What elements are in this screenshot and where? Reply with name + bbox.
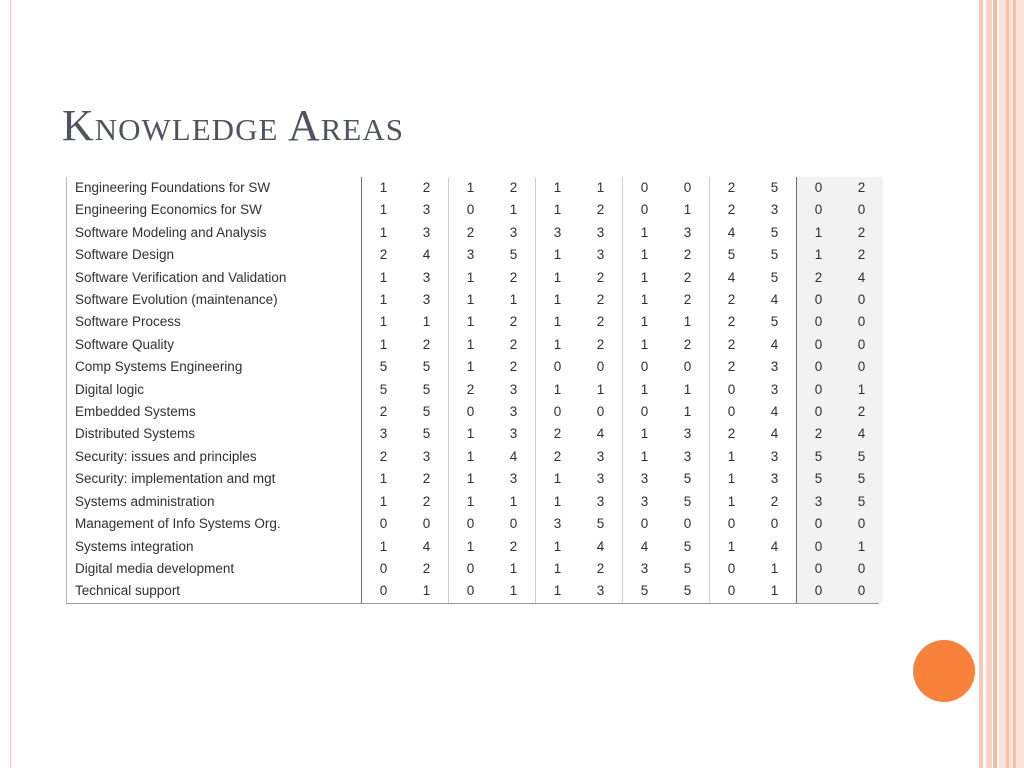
table-cell-value: 1 (666, 401, 710, 423)
table-cell-value: 5 (797, 446, 841, 468)
table-cell-value: 2 (492, 177, 536, 199)
table-cell-value: 0 (666, 356, 710, 378)
table-cell-value: 4 (753, 401, 797, 423)
table-row (67, 267, 883, 289)
table-cell-value: 1 (492, 491, 536, 513)
table-cell-value: 4 (492, 446, 536, 468)
table-row (67, 244, 883, 266)
table-cell-value: 0 (840, 513, 883, 535)
table-cell-value: 5 (840, 491, 883, 513)
table-cell-value: 3 (640, 493, 649, 509)
table-cell-value: 1 (553, 269, 562, 285)
table-cell-value: 5 (666, 536, 710, 558)
knowledge-area-name: Digital media development (67, 558, 362, 580)
table-cell-value: 3 (405, 289, 449, 311)
table-cell-value: 0 (840, 356, 883, 378)
table-row (67, 379, 883, 401)
table-cell-value: 2 (666, 289, 710, 311)
table-cell-value: 3 (466, 247, 475, 263)
table-row (67, 311, 883, 333)
table-cell-value: 5 (640, 583, 649, 599)
table-cell-value: 4 (579, 423, 623, 445)
table-cell-value: 1 (640, 336, 649, 352)
table-cell-value: 2 (553, 426, 562, 442)
right-stripe-band (999, 0, 1024, 768)
table-cell-value: 0 (640, 404, 649, 420)
knowledge-area-name: Software Quality (67, 334, 362, 356)
right-stripe-4 (1006, 0, 1009, 768)
table-cell-value: 4 (753, 334, 797, 356)
right-stripe-1 (979, 0, 983, 768)
table-cell-value: 3 (405, 267, 449, 289)
table-cell-value: 0 (466, 560, 475, 576)
table-cell-value: 4 (753, 423, 797, 445)
table-cell-value: 2 (379, 404, 388, 420)
knowledge-area-name: Software Design (67, 244, 362, 266)
table-cell-value: 1 (466, 493, 475, 509)
table-cell-value: 1 (840, 379, 883, 401)
table-cell-value: 3 (553, 224, 562, 240)
table-cell-value: 2 (797, 423, 841, 445)
table-cell-value: 1 (553, 493, 562, 509)
table-cell-value: 1 (640, 314, 649, 330)
table-cell-value: 0 (727, 583, 736, 599)
table-cell-value: 0 (797, 536, 841, 558)
table-cell-value: 1 (579, 177, 623, 199)
table-cell-value: 2 (753, 491, 797, 513)
table-cell-value: 1 (379, 314, 388, 330)
table-cell-value: 3 (753, 199, 797, 221)
table-cell-value: 2 (727, 292, 736, 308)
table-cell-value: 3 (666, 423, 710, 445)
table-row (67, 356, 883, 378)
table-cell-value: 3 (405, 446, 449, 468)
table-cell-value: 5 (492, 244, 536, 266)
table-cell-value: 2 (727, 359, 736, 375)
table-cell-value: 0 (797, 311, 841, 333)
table-cell-value: 1 (553, 180, 562, 195)
table-cell-value: 1 (666, 379, 710, 401)
table-cell-value: 2 (492, 311, 536, 333)
table-cell-value: 0 (840, 558, 883, 580)
table-cell-value: 4 (640, 538, 649, 554)
table-cell-value: 0 (466, 404, 475, 420)
table-cell-value: 2 (840, 244, 883, 266)
knowledge-area-name: Embedded Systems (67, 401, 362, 423)
table-cell-value: 1 (492, 289, 536, 311)
table-cell-value: 3 (405, 199, 449, 221)
table-cell-value: 5 (753, 311, 797, 333)
table-row (67, 401, 883, 423)
table-row (67, 199, 883, 221)
table-cell-value: 3 (579, 468, 623, 490)
table-cell-value: 2 (405, 334, 449, 356)
table-cell-value: 1 (379, 180, 388, 195)
table-cell-value: 2 (797, 267, 841, 289)
table-cell-value: 2 (666, 267, 710, 289)
table-cell-value: 0 (492, 513, 536, 535)
table-cell-value: 5 (753, 222, 797, 244)
table-cell-value: 2 (492, 536, 536, 558)
table-cell-value: 5 (840, 446, 883, 468)
table-cell-value: 1 (640, 247, 649, 263)
knowledge-area-name: Comp Systems Engineering (67, 356, 362, 378)
table-cell-value: 2 (405, 468, 449, 490)
table-cell-value: 1 (379, 471, 388, 487)
table-cell-value: 0 (797, 379, 841, 401)
table-cell-value: 0 (797, 558, 841, 580)
table-cell-value: 1 (553, 247, 562, 263)
table-row (67, 289, 883, 311)
table-cell-value: 3 (579, 491, 623, 513)
table-row (67, 513, 883, 535)
table-cell-value: 3 (405, 222, 449, 244)
table-row (67, 491, 883, 513)
table-cell-value: 4 (405, 244, 449, 266)
table-cell-value: 3 (666, 446, 710, 468)
table-cell-value: 1 (640, 426, 649, 442)
knowledge-area-name: Software Process (67, 311, 362, 333)
table-cell-value: 2 (553, 448, 562, 464)
table-row (67, 446, 883, 468)
table-cell-value: 2 (727, 426, 736, 442)
table-cell-value: 0 (579, 401, 623, 423)
table-cell-value: 1 (579, 379, 623, 401)
table-cell-value: 0 (797, 580, 841, 602)
table-cell-value: 5 (727, 247, 736, 263)
table-cell-value: 2 (840, 177, 883, 199)
table-cell-value: 2 (492, 334, 536, 356)
table-cell-value: 2 (579, 558, 623, 580)
table-cell-value: 1 (466, 471, 475, 487)
table-cell-value: 1 (553, 560, 562, 576)
table-cell-value: 1 (666, 199, 710, 221)
knowledge-areas-table (67, 177, 884, 603)
table-cell-value: 2 (727, 336, 736, 352)
table-cell-value: 2 (579, 311, 623, 333)
table-cell-value: 5 (405, 401, 449, 423)
table-cell-value: 1 (553, 538, 562, 554)
table-cell-value: 0 (727, 516, 736, 532)
table-cell-value: 1 (666, 311, 710, 333)
table-cell-value: 0 (727, 381, 736, 397)
table-cell-value: 0 (840, 580, 883, 602)
table-cell-value: 0 (797, 356, 841, 378)
table-cell-value: 1 (553, 381, 562, 397)
table-cell-value: 1 (466, 359, 475, 375)
table-cell-value: 3 (753, 356, 797, 378)
table-cell-value: 2 (405, 558, 449, 580)
table-cell-value: 5 (579, 513, 623, 535)
table-cell-value: 4 (753, 536, 797, 558)
table-cell-value: 0 (640, 516, 649, 532)
table-cell-value: 1 (640, 224, 649, 240)
table-cell-value: 3 (666, 222, 710, 244)
table-cell-value: 2 (727, 202, 736, 218)
table-cell-value: 5 (379, 381, 388, 397)
table-cell-value: 3 (492, 222, 536, 244)
table-cell-value: 1 (553, 583, 562, 599)
table-cell-value: 0 (466, 583, 475, 599)
table-cell-value: 1 (379, 538, 388, 554)
table-cell-value: 3 (753, 446, 797, 468)
table-row (67, 423, 883, 445)
table-cell-value: 2 (405, 491, 449, 513)
table-cell-value: 0 (797, 513, 841, 535)
table-cell-value: 0 (840, 334, 883, 356)
table-cell-value: 1 (553, 292, 562, 308)
table-cell-value: 0 (666, 513, 710, 535)
table-cell-value: 3 (492, 401, 536, 423)
table-cell-value: 2 (379, 247, 388, 263)
table-cell-value: 0 (797, 177, 841, 199)
table-cell-value: 2 (492, 356, 536, 378)
table-cell-value: 1 (553, 471, 562, 487)
table-cell-value: 1 (797, 244, 841, 266)
knowledge-area-name: Engineering Economics for SW (67, 199, 362, 221)
table-row (67, 334, 883, 356)
table-cell-value: 0 (797, 289, 841, 311)
knowledge-area-name: Digital logic (67, 379, 362, 401)
table-cell-value: 0 (840, 199, 883, 221)
table-cell-value: 0 (553, 359, 562, 375)
table-cell-value: 2 (492, 267, 536, 289)
table-cell-value: 0 (379, 560, 388, 576)
table-cell-value: 4 (753, 289, 797, 311)
orange-circle-decoration (913, 640, 975, 702)
table-cell-value: 5 (840, 468, 883, 490)
table-cell-value: 0 (840, 289, 883, 311)
table-cell-value: 1 (466, 448, 475, 464)
table-cell-value: 2 (405, 177, 449, 199)
table-cell-value: 1 (466, 314, 475, 330)
table-row (67, 177, 883, 199)
table-cell-value: 2 (466, 381, 475, 397)
table-cell-value: 0 (727, 560, 736, 576)
table-cell-value: 0 (405, 513, 449, 535)
knowledge-area-name: Security: issues and principles (67, 446, 362, 468)
table-cell-value: 2 (840, 401, 883, 423)
table-cell-value: 0 (797, 199, 841, 221)
table-cell-value: 5 (753, 267, 797, 289)
table-cell-value: 1 (466, 538, 475, 554)
table-cell-value: 1 (727, 493, 736, 509)
table-cell-value: 0 (640, 202, 649, 218)
table-cell-value: 1 (405, 311, 449, 333)
table-cell-value: 1 (640, 448, 649, 464)
knowledge-area-name: Engineering Foundations for SW (67, 177, 362, 199)
table-cell-value: 1 (466, 292, 475, 308)
knowledge-area-name: Software Modeling and Analysis (67, 222, 362, 244)
table-cell-value: 1 (379, 336, 388, 352)
table-cell-value: 1 (379, 202, 388, 218)
table-cell-value: 3 (579, 580, 623, 602)
table-cell-value: 1 (492, 580, 536, 602)
table-cell-value: 2 (579, 334, 623, 356)
table-cell-value: 5 (797, 468, 841, 490)
table-cell-value: 1 (840, 536, 883, 558)
table-cell-value: 0 (466, 516, 475, 532)
table-cell-value: 5 (666, 558, 710, 580)
table-row (67, 580, 883, 602)
table-cell-value: 1 (379, 269, 388, 285)
table-cell-value: 3 (492, 468, 536, 490)
table-cell-value: 3 (640, 560, 649, 576)
table-cell-value: 1 (379, 292, 388, 308)
table-cell-value: 0 (797, 334, 841, 356)
table-cell-value: 3 (579, 446, 623, 468)
slide-title: Knowledge Areas (62, 101, 404, 150)
table-cell-value: 2 (579, 267, 623, 289)
table-cell-value: 2 (579, 289, 623, 311)
table-cell-value: 0 (753, 513, 797, 535)
table-cell-value: 5 (666, 468, 710, 490)
table-cell-value: 4 (727, 224, 736, 240)
table-cell-value: 0 (640, 180, 649, 195)
table-cell-value: 1 (640, 292, 649, 308)
right-stripe-2 (986, 0, 992, 768)
knowledge-areas-table-container (66, 177, 879, 604)
table-cell-value: 3 (492, 379, 536, 401)
table-cell-value: 4 (579, 536, 623, 558)
table-row (67, 558, 883, 580)
table-cell-value: 2 (727, 180, 736, 195)
table-cell-value: 4 (727, 269, 736, 285)
knowledge-area-name: Software Evolution (maintenance) (67, 289, 362, 311)
table-cell-value: 0 (640, 359, 649, 375)
table-cell-value: 3 (753, 379, 797, 401)
table-row (67, 222, 883, 244)
table-cell-value: 3 (379, 426, 388, 442)
table-cell-value: 3 (640, 471, 649, 487)
table-cell-value: 1 (553, 314, 562, 330)
right-stripe-5 (1013, 0, 1016, 768)
table-cell-value: 1 (405, 580, 449, 602)
table-cell-value: 1 (753, 580, 797, 602)
table-cell-value: 0 (666, 177, 710, 199)
table-cell-value: 4 (405, 536, 449, 558)
table-cell-value: 1 (466, 269, 475, 285)
table-cell-value: 0 (727, 404, 736, 420)
table-cell-value: 1 (466, 426, 475, 442)
table-cell-value: 1 (553, 336, 562, 352)
knowledge-area-name: Technical support (67, 580, 362, 602)
table-cell-value: 0 (797, 401, 841, 423)
table-cell-value: 4 (840, 423, 883, 445)
table-cell-value: 1 (727, 448, 736, 464)
table-cell-value: 3 (553, 516, 562, 532)
table-cell-value: 2 (666, 334, 710, 356)
table-cell-value: 1 (492, 199, 536, 221)
table-cell-value: 2 (579, 199, 623, 221)
table-cell-value: 0 (579, 356, 623, 378)
table-cell-value: 2 (666, 244, 710, 266)
table-body (67, 177, 883, 603)
table-row (67, 536, 883, 558)
table-cell-value: 5 (666, 580, 710, 602)
table-cell-value: 0 (553, 404, 562, 420)
right-stripe-3 (993, 0, 997, 768)
table-cell-value: 5 (666, 491, 710, 513)
table-cell-value: 2 (727, 314, 736, 330)
table-cell-value: 0 (840, 311, 883, 333)
table-cell-value: 3 (579, 244, 623, 266)
table-cell-value: 2 (840, 222, 883, 244)
table-cell-value: 5 (405, 379, 449, 401)
knowledge-area-name: Software Verification and Validation (67, 267, 362, 289)
table-cell-value: 1 (379, 224, 388, 240)
table-cell-value: 3 (492, 423, 536, 445)
table-cell-value: 1 (379, 493, 388, 509)
table-cell-value: 2 (379, 448, 388, 464)
table-cell-value: 1 (492, 558, 536, 580)
table-row (67, 468, 883, 490)
table-cell-value: 5 (405, 356, 449, 378)
table-cell-value: 3 (579, 222, 623, 244)
table-cell-value: 1 (640, 381, 649, 397)
table-cell-value: 5 (379, 359, 388, 375)
table-cell-value: 3 (753, 468, 797, 490)
table-cell-value: 5 (753, 177, 797, 199)
table-cell-value: 5 (405, 423, 449, 445)
table-cell-value: 1 (727, 538, 736, 554)
table-cell-value: 3 (797, 491, 841, 513)
table-cell-value: 0 (466, 202, 475, 218)
table-cell-value: 1 (797, 222, 841, 244)
table-cell-value: 4 (840, 267, 883, 289)
table-cell-value: 0 (379, 583, 388, 599)
table-cell-value: 5 (753, 244, 797, 266)
knowledge-area-name: Systems administration (67, 491, 362, 513)
knowledge-area-name: Distributed Systems (67, 423, 362, 445)
knowledge-area-name: Management of Info Systems Org. (67, 513, 362, 535)
table-cell-value: 2 (466, 224, 475, 240)
left-border-line (10, 0, 11, 768)
table-cell-value: 1 (753, 558, 797, 580)
knowledge-area-name: Systems integration (67, 536, 362, 558)
table-cell-value: 0 (379, 516, 388, 532)
table-cell-value: 1 (466, 180, 475, 195)
table-cell-value: 1 (640, 269, 649, 285)
knowledge-area-name: Security: implementation and mgt (67, 468, 362, 490)
table-cell-value: 1 (553, 202, 562, 218)
table-cell-value: 1 (466, 336, 475, 352)
table-cell-value: 1 (727, 471, 736, 487)
